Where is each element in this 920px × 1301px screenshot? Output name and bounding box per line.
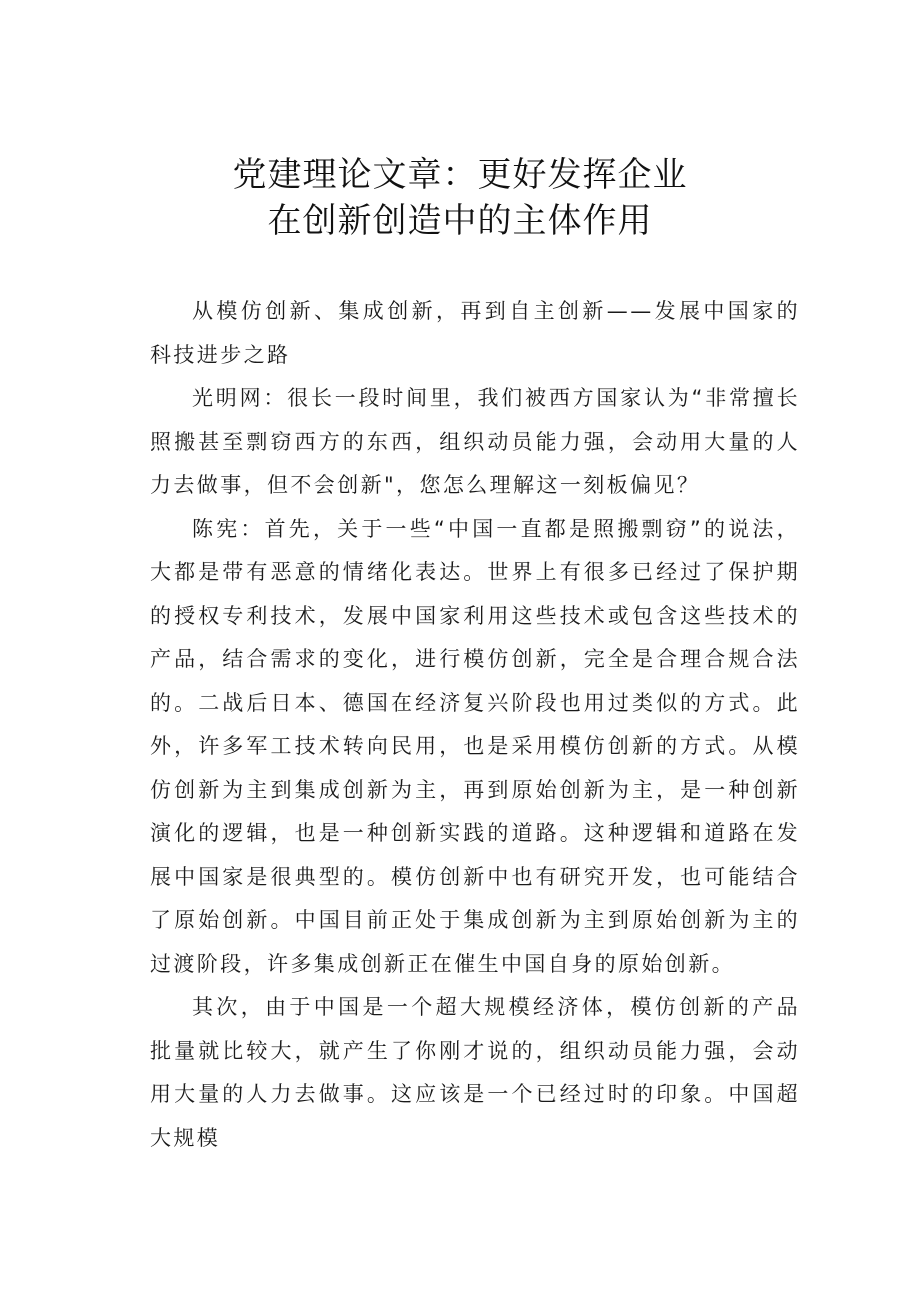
article-body bbox=[150, 290, 800, 1160]
article-title-line-1: 党建理论文章：更好发挥企业 bbox=[232, 155, 688, 195]
paragraph-answer-second: 其次，由于中国是一个超大规模经济体，模仿创新的产品批量就比较大，就产生了你刚才说的，组织动员能力强，会动用大量的人力去做事。这应该是一个已经过时的印象。中国超大规模 bbox=[150, 995, 800, 1150]
article-title-line-2: 在创新创造中的主体作用 bbox=[267, 201, 653, 241]
paragraph-question: 光明网：很长一段时间里，我们被西方国家认为“非常擅长照搬甚至剽窃西方的东西，组织动员能力强，会动用大量的人力去做事，但不会创新"，您怎么理解这一刻板偏见？ bbox=[150, 386, 800, 497]
paragraph-subheading: 从模仿创新、集成创新，再到自主创新——发展中国家的科技进步之路 bbox=[150, 299, 800, 367]
paragraph-answer-first: 陈宪：首先，关于一些“中国一直都是照搬剽窃”的说法，大都是带有恶意的情绪化表达。世界上有很多已经过了保护期的授权专利技术，发展中国家利用这些技术或包含这些技术的产品，结合需求的变化，进行模仿创新，完全是合理合规合法的。二战后日本、德国在经济复兴阶段也用过类似的方式。此外，许多军工技术转向民用，也是采用模仿创新的方式。从模仿创新为主到集成创新为主，再到原始创新为主，是一种创新演化的逻辑，也是一种创新实践的道路。这种逻辑和道路在发展中国家是很典型的。模仿创新中也有研究开发，也可能结合了原始创新。中国目前正处于集成创新为主到原始创新为主的过渡阶段，许多集成创新正在催生中国自身的原始创新。 bbox=[150, 516, 800, 976]
article-title bbox=[0, 152, 920, 244]
